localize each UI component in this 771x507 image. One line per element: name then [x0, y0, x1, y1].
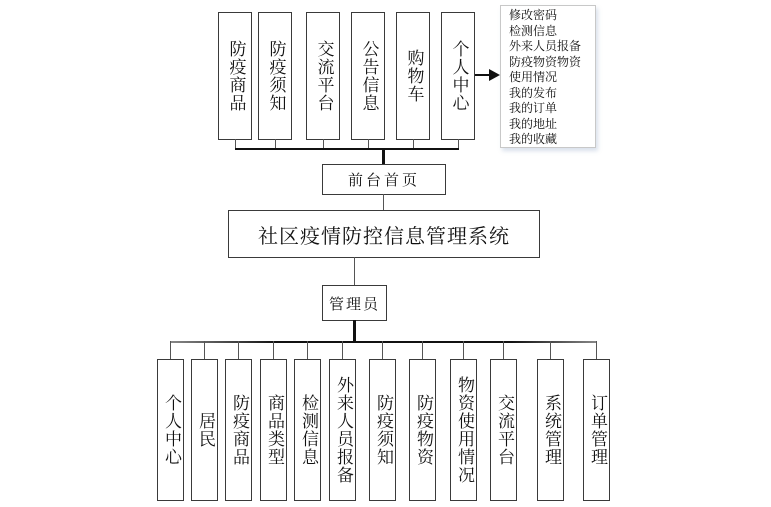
frontend-module-cart — [396, 12, 430, 140]
frontend-home-node — [322, 164, 446, 195]
module-label: 个人中心 — [448, 40, 469, 112]
module-label: 物资使用情况 — [454, 376, 474, 484]
connector — [354, 257, 355, 286]
module-label: 防疫须知 — [373, 394, 393, 466]
submenu-item: 我的订单 — [509, 101, 558, 115]
admin-module-forum — [490, 359, 517, 501]
module-label: 防疫物资 — [413, 394, 433, 466]
module-label: 购物车 — [403, 49, 424, 103]
module-label: 防疫商品 — [225, 40, 246, 112]
connector — [596, 341, 597, 360]
frontend-home-label: 前台首页 — [347, 171, 420, 189]
frontend-module-anti-epidemic-goods — [218, 12, 252, 140]
admin-module-system-management — [537, 359, 564, 501]
module-label: 居民 — [195, 412, 215, 448]
arrow-line — [475, 74, 490, 76]
submenu-item: 我的发布 — [509, 85, 558, 100]
frontend-trunk-line — [382, 148, 385, 164]
frontend-module-epidemic-notice — [258, 12, 292, 140]
admin-label: 管理员 — [328, 294, 380, 313]
system-root-node — [228, 210, 540, 258]
admin-module-personal-center — [157, 359, 184, 501]
module-label: 防疫须知 — [265, 40, 286, 112]
admin-module-supply-usage — [450, 359, 477, 501]
module-label: 个人中心 — [161, 394, 181, 466]
submenu-item: 修改密码 — [509, 8, 558, 22]
submenu-item: 外来人员报备 — [509, 39, 582, 53]
admin-module-supplies — [409, 359, 436, 501]
connector — [503, 341, 504, 360]
connector — [382, 341, 383, 360]
submenu-item: 我的地址 — [509, 116, 558, 131]
frontend-module-announcements — [351, 12, 385, 140]
submenu-item: 我的收藏 — [509, 132, 558, 146]
submenu-item: 使用情况 — [509, 70, 558, 84]
admin-module-goods-type — [260, 359, 287, 501]
module-label: 交流平台 — [494, 394, 514, 466]
admin-module-test-info — [294, 359, 321, 501]
connector — [170, 341, 171, 360]
submenu-item: 防疫物资物资 — [509, 54, 582, 69]
module-label: 检测信息 — [298, 394, 318, 466]
module-label: 商品类型 — [264, 394, 284, 466]
connector — [273, 341, 274, 360]
connector — [463, 341, 464, 360]
frontend-module-personal-center — [441, 12, 475, 140]
system-title: 社区疫情防控信息管理系统 — [258, 223, 510, 248]
module-label: 交流平台 — [313, 40, 334, 112]
admin-module-visitor-report — [329, 359, 356, 501]
connector — [383, 194, 384, 211]
admin-trunk-line — [353, 320, 356, 342]
module-label: 公告信息 — [358, 40, 379, 112]
module-label: 外来人员报备 — [333, 376, 353, 484]
admin-module-epidemic-notice — [369, 359, 396, 501]
admin-module-order-management — [583, 359, 610, 501]
frontend-bus-line — [235, 148, 459, 150]
admin-module-residents — [191, 359, 218, 501]
connector — [307, 341, 308, 360]
connector — [238, 341, 239, 360]
module-label: 系统管理 — [541, 394, 561, 466]
admin-node — [322, 285, 387, 321]
arrow-right-icon — [489, 69, 500, 81]
module-label: 订单管理 — [587, 394, 607, 466]
personal-center-submenu — [500, 5, 596, 148]
connector — [422, 341, 423, 360]
connector — [342, 341, 343, 360]
connector — [204, 341, 205, 360]
admin-module-anti-epidemic-goods — [225, 359, 252, 501]
frontend-module-forum — [306, 12, 340, 140]
connector — [550, 341, 551, 360]
module-label: 防疫商品 — [229, 394, 249, 466]
admin-bus-line — [170, 341, 597, 343]
submenu-item: 检测信息 — [509, 23, 558, 38]
